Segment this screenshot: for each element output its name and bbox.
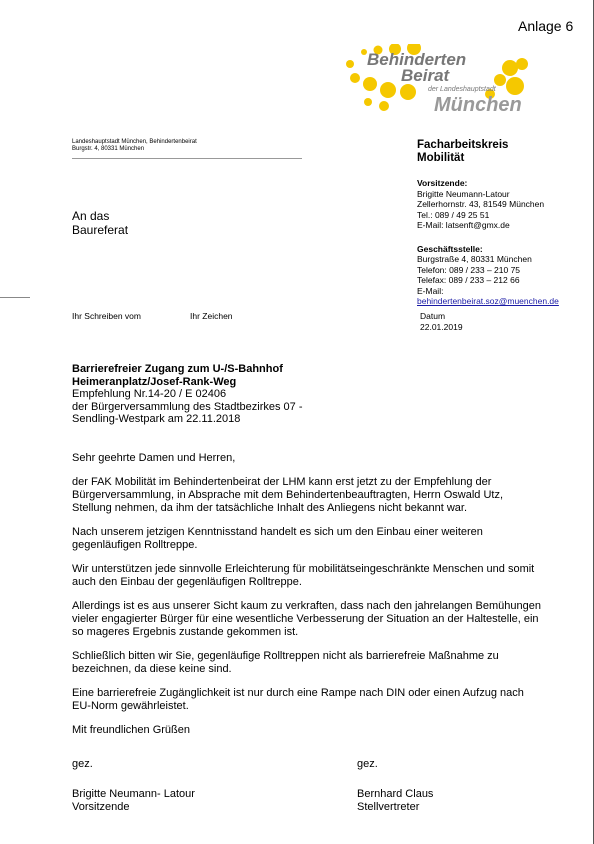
logo-word-4: München xyxy=(434,94,522,116)
logo-dot xyxy=(346,60,354,68)
signature-left-name: Brigitte Neumann- Latour xyxy=(72,788,195,800)
date-label: Datum xyxy=(420,311,446,321)
office-line: E-Mail: xyxy=(417,285,444,296)
logo-dot xyxy=(350,73,360,83)
office-email-link[interactable]: behindertenbeirat.soz@muenchen.de xyxy=(417,296,559,306)
subject-line-5: Sendling-Westpark am 22.11.2018 xyxy=(72,413,241,425)
working-group-title-2: Mobilität xyxy=(417,152,465,164)
signature-right-name: Bernhard Claus xyxy=(357,788,434,800)
signature-left-gez: gez. xyxy=(72,758,93,770)
ref-your-letter: Ihr Schreiben vom xyxy=(72,311,141,321)
subject-line-3: Empfehlung Nr.14-20 / E 02406 xyxy=(72,388,227,400)
signature-left-role: Vorsitzende xyxy=(72,801,130,813)
letter-body xyxy=(72,452,542,748)
signature-right xyxy=(357,758,433,814)
logo-dot xyxy=(494,74,506,86)
salutation: Sehr geehrte Damen und Herren, xyxy=(72,452,236,464)
signature-left xyxy=(72,758,195,814)
date-value: 22.01.2019 xyxy=(420,322,463,332)
office-contact-block xyxy=(417,244,592,307)
logo-dot xyxy=(502,60,518,76)
logo-dot xyxy=(364,98,372,106)
chair-line: Tel.: 089 / 49 25 51 xyxy=(417,209,490,220)
office-heading: Geschäftsstelle: xyxy=(417,243,483,254)
chair-line: E-Mail: latsenft@gmx.de xyxy=(417,220,510,230)
logo-dot xyxy=(380,82,396,98)
body-paragraph: Nach unserem jetzigen Kenntnisstand handelt es sich um den Einbau einer weiteren gegenläufigen Rolltreppe. xyxy=(72,526,483,551)
sender-info-column xyxy=(417,139,592,307)
subject-title-2: Heimeranplatz/Josef-Rank-Weg xyxy=(72,375,237,388)
office-line: Telefax: 089 / 233 – 212 66 xyxy=(417,275,520,285)
logo-dot xyxy=(363,77,377,91)
working-group-title-1: Facharbeitskreis xyxy=(417,139,509,151)
subject-title-1: Barrierefreier Zugang zum U-/S-Bahnhof xyxy=(72,363,283,375)
recipient-line-2: Baureferat xyxy=(72,223,129,237)
recipient-address xyxy=(72,209,128,237)
logo-dot xyxy=(506,77,524,95)
chair-line: Brigitte Neumann-Latour xyxy=(417,188,510,199)
body-paragraph: Wir unterstützen jede sinnvolle Erleichterung für mobilitätseingeschränkte Menschen und somit auch den Einbau der gegenläufigen Rolltreppe. xyxy=(72,563,535,588)
working-group-title xyxy=(417,139,592,165)
logo-word-3: der Landeshauptstadt xyxy=(428,86,496,93)
logo-word-2: Beirat xyxy=(401,66,450,85)
behindertenbeirat-logo xyxy=(340,44,540,122)
body-paragraph: Schließlich bitten wir Sie, gegenläufige Rolltreppen nicht als barrierefreie Maßnahme zu bezeichnen, da diese keine sind. xyxy=(72,650,499,675)
body-paragraph: Allerdings ist es aus unserer Sicht kaum zu verkraften, dass nach den jahrelangen Bemühungen vieler engagierter Bürger für eine wesentliche Verbesserung der Situation an der Haltestelle, ein so mageres Ergebnis zustande gekommen ist. xyxy=(72,600,541,638)
recipient-line-1: An das xyxy=(72,209,110,223)
chair-contact-block xyxy=(417,178,592,231)
logo-word-1: Behinderten xyxy=(367,50,467,69)
logo-dot xyxy=(400,84,416,100)
logo-dot xyxy=(516,58,528,70)
office-line: Telefon: 089 / 233 – 210 75 xyxy=(417,264,521,275)
body-paragraph: Eine barrierefreie Zugänglichkeit ist nur durch eine Rampe nach DIN oder einen Aufzug nach EU-Norm gewährleistet. xyxy=(72,687,524,712)
subject-line-4: der Bürgerversammlung des Stadtbezirkes 07 - xyxy=(72,400,303,413)
signature-right-gez: gez. xyxy=(357,758,378,770)
date-block xyxy=(420,311,463,333)
subject-block xyxy=(72,363,372,426)
sender-line-1: Landeshauptstadt München, Behindertenbeirat xyxy=(72,139,197,145)
body-paragraph: der FAK Mobilität im Behindertenbeirat der LHM kann erst jetzt zu der Empfehlung der Bürgerversammlung, in Absprache mit dem Behindertenbeauftragten, Herrn Oswald Utz, Stellung nehmen, da ihm der tatsächliche Inhalt des Anliegens nicht bekannt war. xyxy=(72,476,504,514)
logo-dot xyxy=(379,101,389,111)
sender-line-2: Burgstr. 4, 80331 München xyxy=(72,146,145,152)
sender-address-line xyxy=(72,139,197,153)
office-line: Burgstraße 4, 80331 München xyxy=(417,254,532,264)
address-divider xyxy=(72,158,302,159)
chair-line: Zellerhornstr. 43, 81549 München xyxy=(417,199,545,209)
ref-your-sign: Ihr Zeichen xyxy=(190,311,233,321)
attachment-label: Anlage 6 xyxy=(518,18,574,34)
signature-right-role: Stellvertreter xyxy=(357,801,420,813)
closing: Mit freundlichen Grüßen xyxy=(72,724,190,736)
chair-heading: Vorsitzende: xyxy=(417,178,468,188)
fold-mark xyxy=(0,297,30,298)
